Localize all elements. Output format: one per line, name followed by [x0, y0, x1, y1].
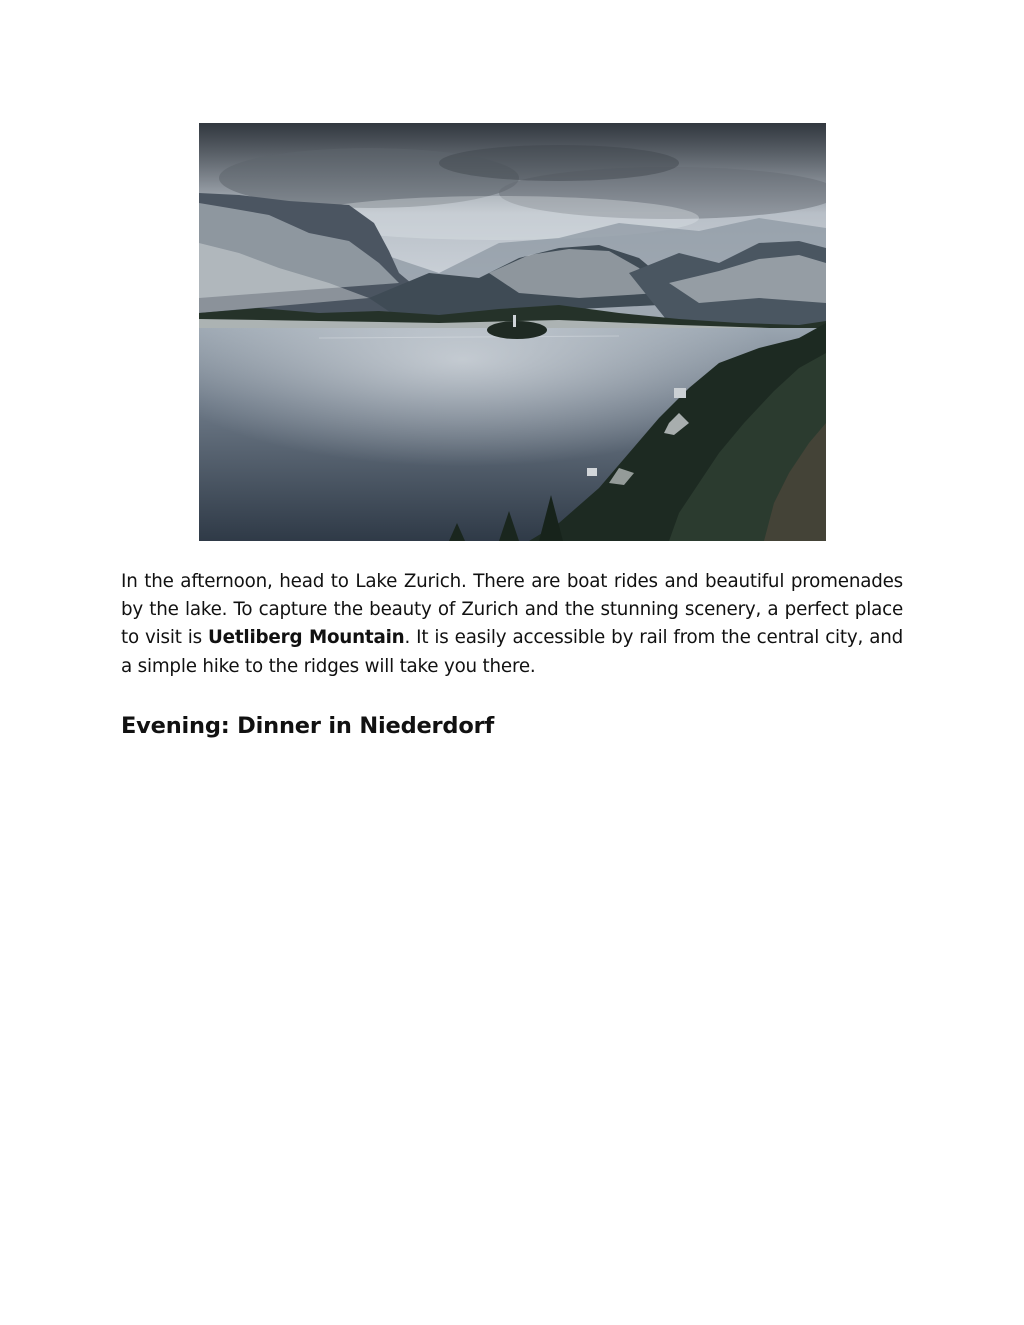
paragraph-text-start: In the afternoon, head to Lake Zurich. There are boat rides and beautiful promenades by the lake. To capture the beauty of Zurich and the stunning scenery, a perfect place to visit is [121, 571, 903, 649]
lake-landscape-icon [199, 123, 826, 541]
section-heading: Evening: Dinner in Niederdorf [121, 713, 495, 739]
paragraph-text-end: . It is easily accessible by rail from the central city, and a simple hike to the ridges will take you there. [121, 627, 903, 677]
body-paragraph [121, 568, 903, 681]
lake-photo [199, 123, 826, 541]
uetliberg-mountain-bold: Uetliberg Mountain [208, 627, 405, 649]
